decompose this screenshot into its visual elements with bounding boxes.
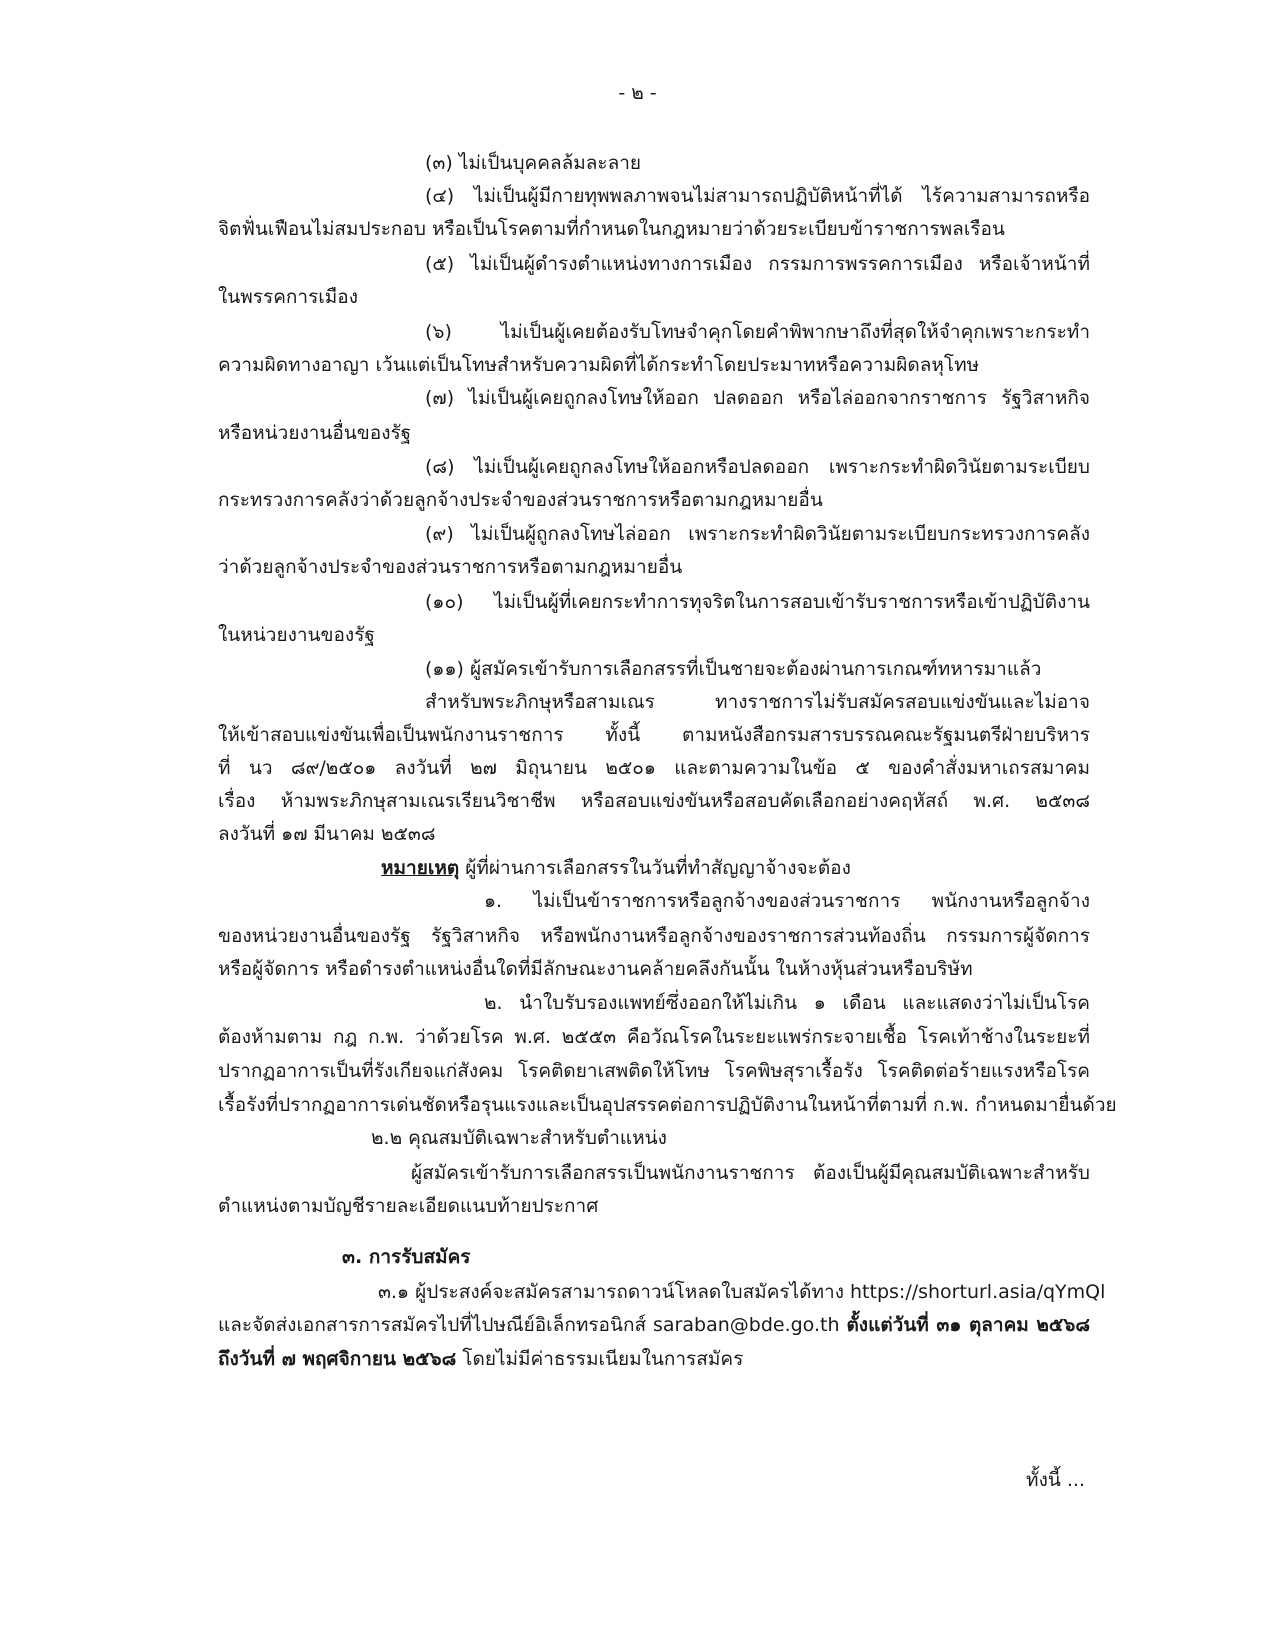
item-6-line-1: (๖) ไม่เป็นผู้เคยต้องรับโทษจำคุกโดยคำพิพากษาถึงที่สุดให้จำคุกเพราะกระทำ xyxy=(425,321,1090,343)
continuation-marker: ทั้งนี้ ... xyxy=(1026,1469,1085,1491)
note-text: ผู้ที่ผ่านการเลือกสรรในวันที่ทำสัญญาจ้างจะต้อง xyxy=(459,857,851,879)
item-9-line-2: ว่าด้วยลูกจ้างประจำของส่วนราชการหรือตามกฎหมายอื่น xyxy=(218,556,683,578)
item-3: (๓) ไม่เป็นบุคคลล้มละลาย xyxy=(425,152,642,174)
note-line xyxy=(381,853,851,883)
monk-line-4: เรื่อง ห้ามพระภิกษุสามเณรเรียนวิชาชีพ หรือสอบแข่งขันหรือสอบคัดเลือกอย่างคฤหัสถ์ พ.ศ. ๒๕๓๘ xyxy=(218,790,1090,812)
item-8-line-2: กระทรวงการคลังว่าด้วยลูกจ้างประจำของส่วนราชการหรือตามกฎหมายอื่น xyxy=(218,489,823,511)
section-3-1-line-3-text: โดยไม่มีค่าธรรมเนียมในการสมัคร xyxy=(456,1348,744,1370)
note-2-line-4: เรื้อรังที่ปรากฏอาการเด่นชัดหรือรุนแรงและเป็นอุปสรรคต่อการปฏิบัติงานในหน้าที่ตามที่ ก.พ. กำหนดมายื่นด้วย xyxy=(218,1094,1117,1116)
item-4-line-2: จิตฟั่นเฟือนไม่สมประกอบ หรือเป็นโรคตามที่กำหนดในกฎหมายว่าด้วยระเบียบข้าราชการพลเรือน xyxy=(218,218,1005,240)
monk-line-2: ให้เข้าสอบแข่งขันเพื่อเป็นพนักงานราชการ ทั้งนี้ ตามหนังสือกรมสารบรรณคณะรัฐมนตรีฝ่ายบริหาร xyxy=(218,724,1090,746)
note-1-line-2: ของหน่วยงานอื่นของรัฐ รัฐวิสาหกิจ หรือพนักงานหรือลูกจ้างของราชการส่วนท้องถิ่น กรรมการผู้จัดการ xyxy=(218,925,1090,947)
monk-line-3: ที่ นว ๘๙/๒๕๐๑ ลงวันที่ ๒๗ มิถุนายน ๒๕๐๑ และตามความในข้อ ๕ ของคำสั่งมหาเถรสมาคม xyxy=(218,757,1090,779)
section-2-2-line-1: ผู้สมัครเข้ารับการเลือกสรรเป็นพนักงานราชการ ต้องเป็นผู้มีคุณสมบัติเฉพาะสำหรับ xyxy=(411,1162,1090,1184)
monk-line-5: ลงวันที่ ๑๗ มีนาคม ๒๕๓๘ xyxy=(218,823,436,845)
section-3-1-start-date: ตั้งแต่วันที่ ๓๑ ตุลาคม ๒๕๖๘ xyxy=(846,1314,1090,1336)
item-8-line-1: (๘) ไม่เป็นผู้เคยถูกลงโทษให้ออกหรือปลดออก เพราะกระทำผิดวินัยตามระเบียบ xyxy=(425,456,1090,478)
item-4-line-1: (๔) ไม่เป็นผู้มีกายทุพพลภาพจนไม่สามารถปฏิบัติหน้าที่ได้ ไร้ความสามารถหรือ xyxy=(425,185,1090,207)
note-2-line-1: ๒. นำใบรับรองแพทย์ซึ่งออกให้ไม่เกิน ๑ เดือน และแสดงว่าไม่เป็นโรค xyxy=(484,992,1090,1014)
note-label: หมายเหตุ xyxy=(381,857,460,879)
item-11: (๑๑) ผู้สมัครเข้ารับการเลือกสรรที่เป็นชายจะต้องผ่านการเกณฑ์ทหารมาแล้ว xyxy=(425,658,1042,680)
item-7-line-1: (๗) ไม่เป็นผู้เคยถูกลงโทษให้ออก ปลดออก หรือไล่ออกจากราชการ รัฐวิสาหกิจ xyxy=(425,387,1090,409)
item-10-line-2: ในหน่วยงานของรัฐ xyxy=(218,624,375,646)
note-2-line-2: ต้องห้ามตาม กฎ ก.พ. ว่าด้วยโรค พ.ศ. ๒๕๕๓ คือวัณโรคในระยะแพร่กระจายเชื้อ โรคเท้าช้างในระยะที่ xyxy=(218,1026,1090,1048)
section-3-1-line-2-text: และจัดส่งเอกสารการสมัครไปที่ไปษณีย์อิเล็กทรอนิกส์ saraban@bde.go.th xyxy=(218,1314,847,1336)
section-2-2-title: ๒.๒ คุณสมบัติเฉพาะสำหรับตำแหน่ง xyxy=(371,1127,667,1149)
section-3-1-line-1: ๓.๑ ผู้ประสงค์จะสมัครสามารถดาวน์โหลดใบสมัครได้ทาง https://shorturl.asia/qYmQl xyxy=(378,1281,1106,1303)
section-2-2-line-2: ตำแหน่งตามบัญชีรายละเอียดแนบท้ายประกาศ xyxy=(218,1195,599,1217)
monk-line-1: สำหรับพระภิกษุหรือสามเณร ทางราชการไม่รับสมัครสอบแข่งขันและไม่อาจ xyxy=(425,691,1090,713)
item-6-line-2: ความผิดทางอาญา เว้นแต่เป็นโทษสำหรับความผิดที่ได้กระทำโดยประมาทหรือความผิดลหุโทษ xyxy=(218,354,980,376)
page-number: - ๒ - xyxy=(618,82,657,104)
item-7-line-2: หรือหน่วยงานอื่นของรัฐ xyxy=(218,422,412,444)
section-3-1-end-date: ถึงวันที่ ๗ พฤศจิกายน ๒๕๖๘ xyxy=(218,1348,457,1370)
note-1-line-1: ๑. ไม่เป็นข้าราชการหรือลูกจ้างของส่วนราชการ พนักงานหรือลูกจ้าง xyxy=(484,890,1090,912)
section-3-1-line-2 xyxy=(218,1310,1090,1340)
item-5-line-1: (๕) ไม่เป็นผู้ดำรงตำแหน่งทางการเมือง กรรมการพรรคการเมือง หรือเจ้าหน้าที่ xyxy=(425,253,1090,275)
item-10-line-1: (๑๐) ไม่เป็นผู้ที่เคยกระทำการทุจริตในการสอบเข้ารับราชการหรือเข้าปฏิบัติงาน xyxy=(425,591,1090,613)
note-1-line-3: หรือผู้จัดการ หรือดำรงตำแหน่งอื่นใดที่มีลักษณะงานคล้ายคลึงกันนั้น ในห้างหุ้นส่วนหรือบริษัท xyxy=(218,958,973,980)
section-3-heading: ๓. การรับสมัคร xyxy=(342,1246,471,1268)
item-5-line-2: ในพรรคการเมือง xyxy=(218,286,358,308)
section-3-1-line-3 xyxy=(218,1344,743,1374)
note-2-line-3: ปรากฏอาการเป็นที่รังเกียจแก่สังคม โรคติดยาเสพติดให้โทษ โรคพิษสุราเรื้อรัง โรคติดต่อร้ายแรงหรือโรค xyxy=(218,1060,1090,1082)
item-9-line-1: (๙) ไม่เป็นผู้ถูกลงโทษไล่ออก เพราะกระทำผิดวินัยตามระเบียบกระทรวงการคลัง xyxy=(425,523,1090,545)
